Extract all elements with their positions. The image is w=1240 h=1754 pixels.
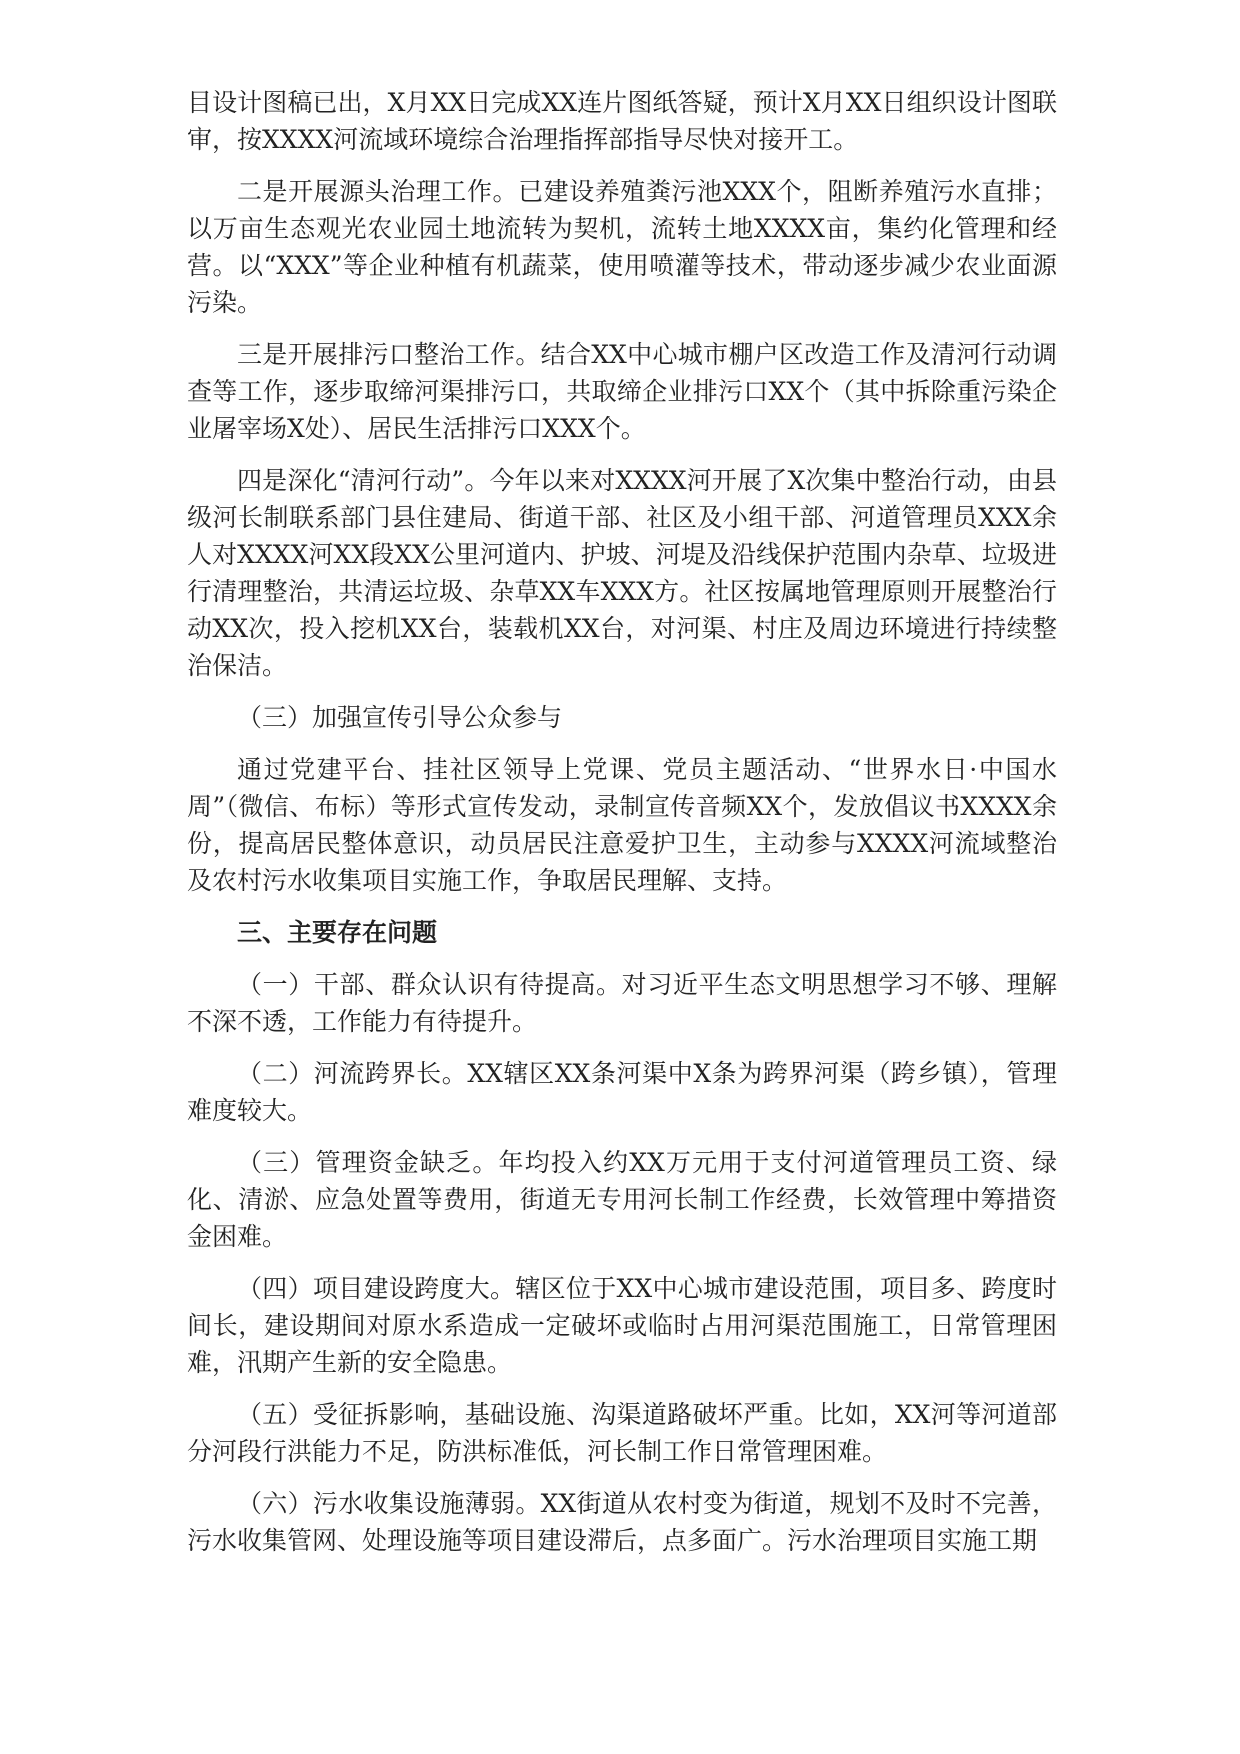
paragraph-source-control: 二是开展源头治理工作。已建设养殖粪污池XXX个，阻断养殖污水直排；以万亩生态观光农业园土地流转为契机，流转土地XXXX亩，集约化管理和经营。以“XXX”等企业种植有机蔬菜，使用喷灌等技术，带动逐步减少农业面源污染。 [187,177,1057,317]
document-body [187,84,1057,1574]
problem-item-1: （一）干部、群众认识有待提高。对习近平生态文明思想学习不够、理解不深不透，工作能力有待提升。 [187,970,1057,1036]
paragraph-outfall-rectification: 三是开展排污口整治工作。结合XX中心城市棚户区改造工作及清河行动调查等工作，逐步取缔河渠排污口，共取缔企业排污口XX个（其中拆除重污染企业屠宰场X处）、居民生活排污口XXX个。 [187,340,1057,443]
section-heading-publicity: （三）加强宣传引导公众参与 [237,703,563,732]
paragraph-design-review: 目设计图稿已出，X月XX日完成XX连片图纸答疑，预计X月XX日组织设计图联审，按XXXX河流域环境综合治理指挥部指导尽快对接开工。 [187,88,1057,154]
problem-item-3: （三）管理资金缺乏。年均投入约XX万元用于支付河道管理员工资、绿化、清淤、应急处置等费用，街道无专用河长制工作经费，长效管理中筹措资金困难。 [187,1148,1057,1251]
problem-item-6: （六）污水收集设施薄弱。XX街道从农村变为街道，规划不及时不完善，污水收集管网、处理设施等项目建设滞后，点多面广。污水治理项目实施工期 [187,1489,1057,1555]
problem-item-4: （四）项目建设跨度大。辖区位于XX中心城市建设范围，项目多、跨度时间长，建设期间对原水系造成一定破坏或临时占用河渠范围施工，日常管理困难，汛期产生新的安全隐患。 [187,1274,1057,1377]
section-heading-main-problems: 三、主要存在问题 [237,918,438,947]
problem-item-5: （五）受征拆影响，基础设施、沟渠道路破坏严重。比如，XX河等河道部分河段行洪能力不足，防洪标准低，河长制工作日常管理困难。 [187,1400,1057,1466]
paragraph-clean-river-action: 四是深化“清河行动”。今年以来对XXXX河开展了X次集中整治行动，由县级河长制联系部门县住建局、街道干部、社区及小组干部、河道管理员XXX余人对XXXX河XX段XX公里河道内、护坡、河堤及沿线保护范围内杂草、垃圾进行清理整治，共清运垃圾、杂草XX车XXX方。社区按属地管理原则开展整治行动XX次，投入挖机XX台，装载机XX台，对河渠、村庄及周边环境进行持续整治保洁。 [187,466,1057,680]
problem-item-2: （二）河流跨界长。XX辖区XX条河渠中X条为跨界河渠（跨乡镇），管理难度较大。 [187,1059,1057,1125]
paragraph-publicity: 通过党建平台、挂社区领导上党课、党员主题活动、“世界水日·中国水周”（微信、布标）等形式宣传发动，录制宣传音频XX个，发放倡议书XXXX余份，提高居民整体意识，动员居民注意爱护卫生，主动参与XXXX河流域整治及农村污水收集项目实施工作，争取居民理解、支持。 [187,755,1057,895]
